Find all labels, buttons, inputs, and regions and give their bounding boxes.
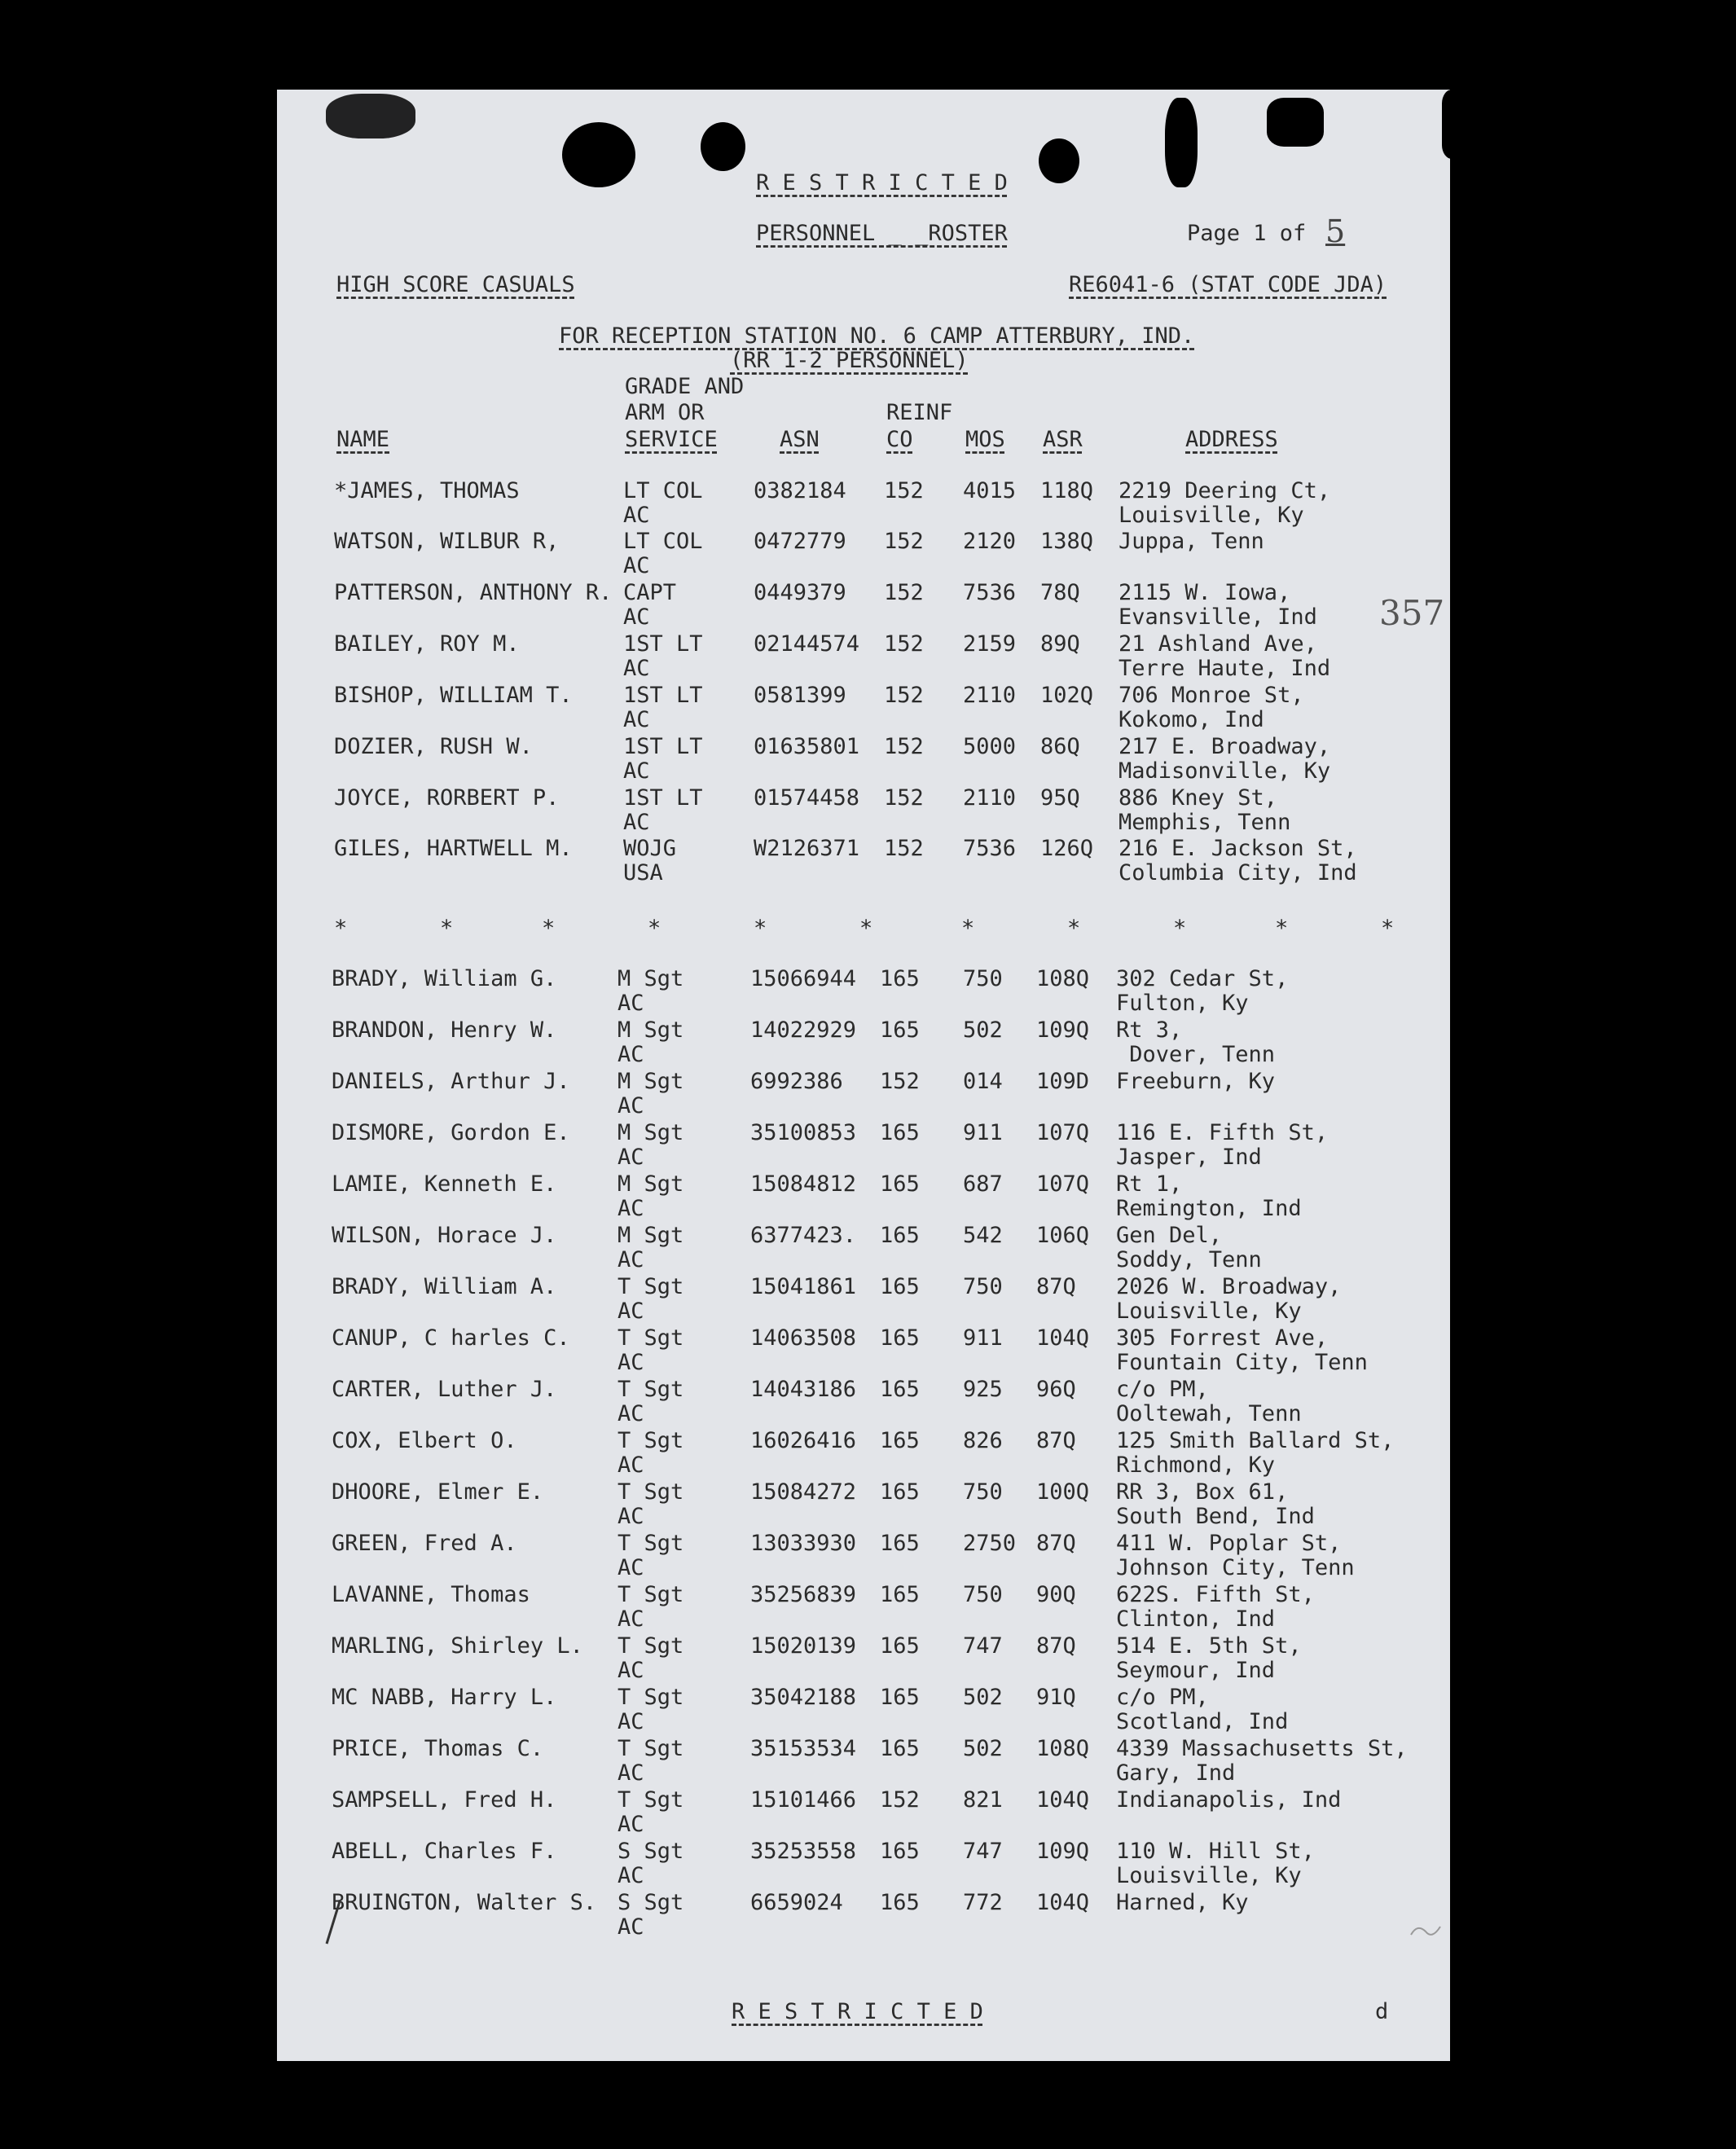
row-co: 165 xyxy=(880,1377,920,1402)
row-arm: AC xyxy=(617,1760,644,1786)
col-name: NAME xyxy=(336,427,390,452)
row-asr: 96Q xyxy=(1036,1377,1076,1402)
row-arm: AC xyxy=(617,1042,644,1067)
row-mos: 7536 xyxy=(963,580,1017,605)
row-address-2: Memphis, Tenn xyxy=(1119,810,1291,835)
row-address-1: RR 3, Box 61, xyxy=(1116,1479,1289,1505)
row-address-2: South Bend, Ind xyxy=(1116,1504,1315,1529)
row-asn: 35042188 xyxy=(750,1685,857,1710)
separator-asterisk: * xyxy=(542,916,556,941)
row-grade: T Sgt xyxy=(617,1787,684,1813)
row-address-2: Louisville, Ky xyxy=(1116,1863,1302,1888)
row-grade: CAPT xyxy=(623,580,677,605)
row-asn: 15041861 xyxy=(750,1274,857,1299)
row-arm: AC xyxy=(617,1247,644,1272)
row-address-2: Louisville, Ky xyxy=(1119,503,1304,528)
row-arm: AC xyxy=(617,1709,644,1734)
row-grade: S Sgt xyxy=(617,1839,684,1864)
row-name: BISHOP, WILLIAM T. xyxy=(334,683,573,708)
row-name: BRADY, William A. xyxy=(332,1274,557,1299)
station-sub: (RR 1-2 PERSONNEL) xyxy=(730,348,969,373)
row-address-2: Fulton, Ky xyxy=(1116,991,1249,1016)
row-asn: 6992386 xyxy=(750,1069,843,1094)
row-address-1: Rt 3, xyxy=(1116,1017,1183,1043)
row-name: BAILEY, ROY M. xyxy=(334,631,520,657)
row-mos: 2110 xyxy=(963,683,1017,708)
row-co: 152 xyxy=(884,580,924,605)
row-arm: AC xyxy=(617,1914,644,1940)
row-address-1: Harned, Ky xyxy=(1116,1890,1249,1915)
row-mos: 542 xyxy=(963,1223,1003,1248)
row-mos: 747 xyxy=(963,1839,1003,1864)
row-address-1: 2219 Deering Ct, xyxy=(1119,478,1331,503)
row-asn: 35100853 xyxy=(750,1120,857,1145)
row-co: 165 xyxy=(880,1531,920,1556)
col-asr: ASR xyxy=(1043,427,1083,452)
row-asr: 108Q xyxy=(1036,1736,1090,1761)
row-grade: M Sgt xyxy=(617,1017,684,1043)
row-asr: 108Q xyxy=(1036,966,1090,991)
separator-asterisk: * xyxy=(648,916,661,941)
row-asn: 35153534 xyxy=(750,1736,857,1761)
row-co: 152 xyxy=(880,1069,920,1094)
row-address-2: Fountain City, Tenn xyxy=(1116,1350,1368,1375)
row-grade: S Sgt xyxy=(617,1890,684,1915)
row-mos: 750 xyxy=(963,1582,1003,1607)
row-co: 165 xyxy=(880,1582,920,1607)
row-mos: 821 xyxy=(963,1787,1003,1813)
row-address-2: Terre Haute, Ind xyxy=(1119,656,1331,681)
row-co: 165 xyxy=(880,1685,920,1710)
row-asr: 126Q xyxy=(1040,836,1094,861)
row-address-2: Jasper, Ind xyxy=(1116,1145,1262,1170)
separator-asterisk: * xyxy=(1067,916,1081,941)
row-mos: 2120 xyxy=(963,529,1017,554)
row-arm: AC xyxy=(617,1196,644,1221)
row-asn: 01635801 xyxy=(754,734,860,759)
row-asr: 109Q xyxy=(1036,1839,1090,1864)
row-name: CARTER, Luther J. xyxy=(332,1377,557,1402)
torn-edge-right xyxy=(1267,98,1324,147)
row-address-1: Juppa, Tenn xyxy=(1119,529,1264,554)
row-name: PATTERSON, ANTHONY R. xyxy=(334,580,613,605)
separator-asterisk: * xyxy=(440,916,454,941)
row-name: *JAMES, THOMAS xyxy=(334,478,520,503)
row-address-2: Richmond, Ky xyxy=(1116,1452,1276,1478)
row-address-1: Rt 1, xyxy=(1116,1171,1183,1197)
row-address-1: 2115 W. Iowa, xyxy=(1119,580,1291,605)
row-mos: 750 xyxy=(963,1479,1003,1505)
row-co: 152 xyxy=(884,836,924,861)
re-code: RE6041-6 (STAT CODE JDA) xyxy=(1069,272,1387,297)
row-address-1: 411 W. Poplar St, xyxy=(1116,1531,1342,1556)
page-stamp-number: 357 xyxy=(1379,593,1445,633)
row-grade: T Sgt xyxy=(617,1685,684,1710)
punch-hole-right xyxy=(1039,138,1079,183)
row-arm: AC xyxy=(617,1093,644,1118)
row-name: COX, Elbert O. xyxy=(332,1428,517,1453)
row-name: BRADY, William G. xyxy=(332,966,557,991)
row-address-2: Clinton, Ind xyxy=(1116,1606,1276,1632)
row-asn: 14022929 xyxy=(750,1017,857,1043)
row-asn: 0382184 xyxy=(754,478,846,503)
row-grade: M Sgt xyxy=(617,1223,684,1248)
row-asn: 35253558 xyxy=(750,1839,857,1864)
row-asr: 107Q xyxy=(1036,1120,1090,1145)
unit-title: HIGH SCORE CASUALS xyxy=(336,272,575,297)
row-arm: AC xyxy=(617,1452,644,1478)
row-asn: 13033930 xyxy=(750,1531,857,1556)
row-address-1: 21 Ashland Ave, xyxy=(1119,631,1317,657)
row-address-1: 886 Kney St, xyxy=(1119,785,1278,811)
row-mos: 925 xyxy=(963,1377,1003,1402)
row-asn: 0581399 xyxy=(754,683,846,708)
row-address-1: 217 E. Broadway, xyxy=(1119,734,1331,759)
row-mos: 911 xyxy=(963,1325,1003,1351)
row-address-1: 514 E. 5th St, xyxy=(1116,1633,1302,1659)
row-mos: 2159 xyxy=(963,631,1017,657)
row-name: JOYCE, RORBERT P. xyxy=(334,785,560,811)
row-asr: 109D xyxy=(1036,1069,1090,1094)
row-name: CANUP, C harles C. xyxy=(332,1325,570,1351)
row-grade: T Sgt xyxy=(617,1428,684,1453)
row-name: BRUINGTON, Walter S. xyxy=(332,1890,597,1915)
row-address-2: Ooltewah, Tenn xyxy=(1116,1401,1302,1426)
row-mos: 5000 xyxy=(963,734,1017,759)
row-name: PRICE, Thomas C. xyxy=(332,1736,544,1761)
row-asr: 138Q xyxy=(1040,529,1094,554)
row-mos: 750 xyxy=(963,966,1003,991)
row-address-2: Scotland, Ind xyxy=(1116,1709,1289,1734)
row-arm: AC xyxy=(623,656,650,681)
row-asr: 87Q xyxy=(1036,1531,1076,1556)
row-asr: 106Q xyxy=(1036,1223,1090,1248)
row-grade: LT COL xyxy=(623,529,703,554)
row-grade: M Sgt xyxy=(617,1120,684,1145)
row-address-1: 305 Forrest Ave, xyxy=(1116,1325,1329,1351)
row-asn: 15101466 xyxy=(750,1787,857,1813)
row-mos: 750 xyxy=(963,1274,1003,1299)
row-asr: 90Q xyxy=(1036,1582,1076,1607)
station-title: FOR RECEPTION STATION NO. 6 CAMP ATTERBURY, IND. xyxy=(559,323,1195,349)
separator-asterisk: * xyxy=(1173,916,1187,941)
row-asn: 15084812 xyxy=(750,1171,857,1197)
row-mos: 2110 xyxy=(963,785,1017,811)
row-co: 152 xyxy=(884,683,924,708)
row-arm: AC xyxy=(617,1350,644,1375)
row-asr: 100Q xyxy=(1036,1479,1090,1505)
row-asn: 15084272 xyxy=(750,1479,857,1505)
row-arm: AC xyxy=(617,1606,644,1632)
row-asr: 104Q xyxy=(1036,1325,1090,1351)
row-grade: 1ST LT xyxy=(623,734,703,759)
punch-hole-right-edge xyxy=(1165,98,1198,187)
row-grade: 1ST LT xyxy=(623,631,703,657)
row-co: 165 xyxy=(880,1325,920,1351)
row-grade: T Sgt xyxy=(617,1479,684,1505)
row-co: 165 xyxy=(880,1017,920,1043)
row-name: MC NABB, Harry L. xyxy=(332,1685,557,1710)
row-mos: 502 xyxy=(963,1017,1003,1043)
row-asr: 102Q xyxy=(1040,683,1094,708)
col-reinf-l2: CO xyxy=(886,427,913,452)
row-co: 165 xyxy=(880,1120,920,1145)
row-address-1: 302 Cedar St, xyxy=(1116,966,1289,991)
row-asr: 104Q xyxy=(1036,1890,1090,1915)
row-asn: 16026416 xyxy=(750,1428,857,1453)
row-name: ABELL, Charles F. xyxy=(332,1839,557,1864)
row-arm: AC xyxy=(617,1555,644,1580)
row-arm: AC xyxy=(617,1658,644,1683)
row-asr: 109Q xyxy=(1036,1017,1090,1043)
row-co: 165 xyxy=(880,1633,920,1659)
separator-asterisk: * xyxy=(859,916,873,941)
row-name: DANIELS, Arthur J. xyxy=(332,1069,570,1094)
row-asr: 87Q xyxy=(1036,1428,1076,1453)
row-address-1: Freeburn, Ky xyxy=(1116,1069,1276,1094)
row-grade: M Sgt xyxy=(617,1069,684,1094)
row-name: GILES, HARTWELL M. xyxy=(334,836,573,861)
row-co: 165 xyxy=(880,966,920,991)
row-grade: T Sgt xyxy=(617,1531,684,1556)
row-address-2: Gary, Ind xyxy=(1116,1760,1236,1786)
row-grade: LT COL xyxy=(623,478,703,503)
row-address-2: Seymour, Ind xyxy=(1116,1658,1276,1683)
row-mos: 502 xyxy=(963,1736,1003,1761)
row-name: LAMIE, Kenneth E. xyxy=(332,1171,557,1197)
row-address-1: Gen Del, xyxy=(1116,1223,1223,1248)
row-arm: AC xyxy=(623,553,650,578)
separator-asterisk: * xyxy=(334,916,348,941)
row-arm: AC xyxy=(623,810,650,835)
row-grade: WOJG xyxy=(623,836,677,861)
row-arm: AC xyxy=(617,1145,644,1170)
row-address-2: Madisonville, Ky xyxy=(1119,758,1331,784)
row-grade: 1ST LT xyxy=(623,683,703,708)
row-arm: AC xyxy=(617,1299,644,1324)
row-name: DISMORE, Gordon E. xyxy=(332,1120,570,1145)
col-grade-l1: GRADE AND xyxy=(625,374,745,399)
row-co: 165 xyxy=(880,1839,920,1864)
row-grade: T Sgt xyxy=(617,1274,684,1299)
page-total: 5 xyxy=(1325,213,1346,249)
row-address-1: 110 W. Hill St, xyxy=(1116,1839,1315,1864)
row-arm: AC xyxy=(623,758,650,784)
row-co: 152 xyxy=(884,734,924,759)
row-co: 165 xyxy=(880,1171,920,1197)
row-asr: 104Q xyxy=(1036,1787,1090,1813)
row-arm: AC xyxy=(617,1863,644,1888)
row-asr: 86Q xyxy=(1040,734,1080,759)
row-asn: 6377423. xyxy=(750,1223,857,1248)
pencil-scribble xyxy=(1408,1918,1448,1943)
row-name: LAVANNE, Thomas xyxy=(332,1582,530,1607)
row-asr: 91Q xyxy=(1036,1685,1076,1710)
row-grade: M Sgt xyxy=(617,966,684,991)
row-asn: 01574458 xyxy=(754,785,860,811)
row-asn: 15020139 xyxy=(750,1633,857,1659)
row-arm: AC xyxy=(623,503,650,528)
row-mos: 4015 xyxy=(963,478,1017,503)
row-address-2: Johnson City, Tenn xyxy=(1116,1555,1355,1580)
pencil-check-mark xyxy=(322,1898,346,1947)
row-arm: AC xyxy=(617,1504,644,1529)
footer-mark: d xyxy=(1375,1999,1389,2024)
roster-title: PERSONNEL _ _ROSTER xyxy=(756,221,1008,246)
row-co: 165 xyxy=(880,1223,920,1248)
row-address-2: Dover, Tenn xyxy=(1116,1042,1276,1067)
row-asr: 87Q xyxy=(1036,1633,1076,1659)
row-mos: 7536 xyxy=(963,836,1017,861)
row-name: BRANDON, Henry W. xyxy=(332,1017,557,1043)
row-grade: T Sgt xyxy=(617,1325,684,1351)
row-address-2: Evansville, Ind xyxy=(1119,604,1317,630)
row-mos: 826 xyxy=(963,1428,1003,1453)
row-co: 165 xyxy=(880,1479,920,1505)
row-co: 152 xyxy=(884,631,924,657)
row-grade: M Sgt xyxy=(617,1171,684,1197)
col-grade-l3: SERVICE xyxy=(625,427,718,452)
punch-hole-left xyxy=(562,122,635,187)
row-arm: AC xyxy=(623,604,650,630)
col-grade-l2: ARM OR xyxy=(625,400,705,425)
row-arm: USA xyxy=(623,860,663,886)
classification-top: R E S T R I C T E D xyxy=(756,170,1008,196)
row-address-2: Columbia City, Ind xyxy=(1119,860,1357,886)
row-co: 165 xyxy=(880,1736,920,1761)
row-co: 165 xyxy=(880,1274,920,1299)
row-address-1: c/o PM, xyxy=(1116,1377,1209,1402)
row-mos: 502 xyxy=(963,1685,1003,1710)
col-address: ADDRESS xyxy=(1185,427,1278,452)
row-address-1: 116 E. Fifth St, xyxy=(1116,1120,1329,1145)
row-mos: 747 xyxy=(963,1633,1003,1659)
row-mos: 2750 xyxy=(963,1531,1017,1556)
row-co: 152 xyxy=(880,1787,920,1813)
row-asn: 0472779 xyxy=(754,529,846,554)
row-grade: T Sgt xyxy=(617,1582,684,1607)
row-asn: 02144574 xyxy=(754,631,860,657)
row-arm: AC xyxy=(617,1812,644,1837)
row-mos: 911 xyxy=(963,1120,1003,1145)
row-co: 165 xyxy=(880,1890,920,1915)
row-arm: AC xyxy=(623,707,650,732)
classification-bottom: R E S T R I C T E D xyxy=(732,1999,983,2024)
row-address-2: Kokomo, Ind xyxy=(1119,707,1264,732)
torn-corner-left xyxy=(326,94,415,138)
row-co: 152 xyxy=(884,785,924,811)
row-address-2: Louisville, Ky xyxy=(1116,1299,1302,1324)
row-asn: 6659024 xyxy=(750,1890,843,1915)
row-name: MARLING, Shirley L. xyxy=(332,1633,583,1659)
torn-corner-right xyxy=(1442,90,1491,159)
row-name: SAMPSELL, Fred H. xyxy=(332,1787,557,1813)
page-label: Page 1 of xyxy=(1187,221,1307,246)
row-mos: 014 xyxy=(963,1069,1003,1094)
row-address-2: Soddy, Tenn xyxy=(1116,1247,1262,1272)
row-name: WATSON, WILBUR R, xyxy=(334,529,560,554)
row-grade: T Sgt xyxy=(617,1736,684,1761)
row-grade: T Sgt xyxy=(617,1633,684,1659)
row-address-1: 216 E. Jackson St, xyxy=(1119,836,1357,861)
row-mos: 772 xyxy=(963,1890,1003,1915)
row-asn: W2126371 xyxy=(754,836,860,861)
row-asr: 78Q xyxy=(1040,580,1080,605)
separator-asterisk: * xyxy=(754,916,767,941)
row-co: 152 xyxy=(884,529,924,554)
row-grade: T Sgt xyxy=(617,1377,684,1402)
row-co: 165 xyxy=(880,1428,920,1453)
row-asn: 35256839 xyxy=(750,1582,857,1607)
row-address-1: Indianapolis, Ind xyxy=(1116,1787,1342,1813)
separator-asterisk: * xyxy=(1275,916,1289,941)
row-address-1: 622S. Fifth St, xyxy=(1116,1582,1315,1607)
separator-asterisk: * xyxy=(961,916,975,941)
row-arm: AC xyxy=(617,991,644,1016)
row-address-2: Remington, Ind xyxy=(1116,1196,1302,1221)
row-address-1: c/o PM, xyxy=(1116,1685,1209,1710)
row-mos: 687 xyxy=(963,1171,1003,1197)
row-address-1: 2026 W. Broadway, xyxy=(1116,1274,1342,1299)
row-co: 152 xyxy=(884,478,924,503)
row-name: DHOORE, Elmer E. xyxy=(332,1479,544,1505)
row-asr: 118Q xyxy=(1040,478,1094,503)
row-grade: 1ST LT xyxy=(623,785,703,811)
row-name: WILSON, Horace J. xyxy=(332,1223,557,1248)
punch-hole-left-center xyxy=(701,122,745,171)
col-reinf-l1: REINF xyxy=(886,400,953,425)
row-arm: AC xyxy=(617,1401,644,1426)
row-asn: 0449379 xyxy=(754,580,846,605)
col-asn: ASN xyxy=(780,427,820,452)
row-asn: 14043186 xyxy=(750,1377,857,1402)
row-asr: 87Q xyxy=(1036,1274,1076,1299)
row-asr: 95Q xyxy=(1040,785,1080,811)
col-mos: MOS xyxy=(965,427,1005,452)
row-asr: 107Q xyxy=(1036,1171,1090,1197)
row-asr: 89Q xyxy=(1040,631,1080,657)
row-address-1: 706 Monroe St, xyxy=(1119,683,1304,708)
row-name: GREEN, Fred A. xyxy=(332,1531,517,1556)
row-asn: 15066944 xyxy=(750,966,857,991)
separator-asterisk: * xyxy=(1381,916,1395,941)
row-address-1: 4339 Massachusetts St, xyxy=(1116,1736,1408,1761)
row-name: DOZIER, RUSH W. xyxy=(334,734,533,759)
row-address-1: 125 Smith Ballard St, xyxy=(1116,1428,1395,1453)
row-asn: 14063508 xyxy=(750,1325,857,1351)
